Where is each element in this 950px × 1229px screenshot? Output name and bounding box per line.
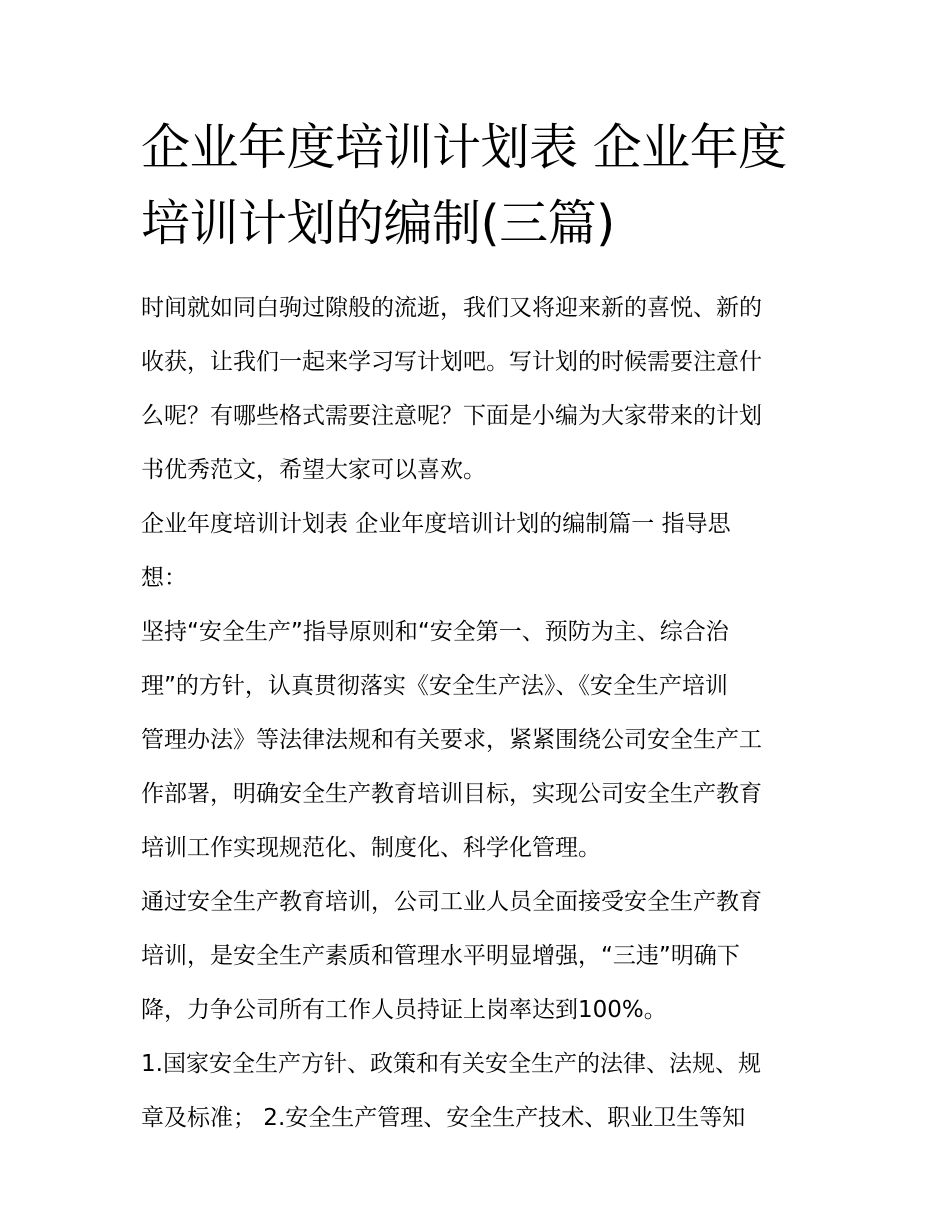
guiding-principle-paragraph [141, 605, 813, 875]
text-line: 想： [141, 565, 187, 591]
text-line: 理”的方针，认真贯彻落实《安全生产法》、《安全生产培训 [141, 673, 728, 699]
title-line: 培训计划的编制(三篇) [141, 195, 615, 252]
document-title [141, 110, 813, 262]
text-line: 培训工作实现规范化、制度化、科学化管理。 [141, 835, 601, 861]
text-line: 企业年度培训计划表 企业年度培训计划的编制篇一 指导思 [141, 511, 731, 537]
text-line: 坚持“安全生产”指导原则和“安全第一、预防为主、综合治 [141, 619, 729, 645]
text-line: 通过安全生产教育培训，公司工业人员全面接受安全生产教育 [141, 889, 762, 915]
document-body [141, 281, 813, 1145]
text-line: 作部署，明确安全生产教育培训目标，实现公司安全生产教育 [141, 781, 762, 807]
text-line: 收获，让我们一起来学习写计划吧。写计划的时候需要注意什 [141, 349, 762, 375]
section-heading-paragraph [141, 497, 813, 605]
text-line: 么呢？有哪些格式需要注意呢？下面是小编为大家带来的计划 [141, 403, 762, 429]
text-line: 降，力争公司所有工作人员持证上岗率达到100%。 [141, 997, 667, 1023]
text-line: 1.国家安全生产方针、政策和有关安全生产的法律、法规、规 [141, 1051, 761, 1077]
text-line: 时间就如同白驹过隙般的流逝，我们又将迎来新的喜悦、新的 [141, 295, 762, 321]
text-line: 书优秀范文，希望大家可以喜欢。 [141, 457, 486, 483]
text-line: 章及标准； 2.安全生产管理、安全生产技术、职业卫生等知 [141, 1105, 746, 1131]
title-line: 企业年度培训计划表 企业年度 [141, 119, 787, 176]
text-line: 培训，是安全生产素质和管理水平明显增强，“三违”明确下 [141, 943, 740, 969]
text-line: 管理办法》等法律法规和有关要求，紧紧围绕公司安全生产工 [141, 727, 762, 753]
intro-paragraph [141, 281, 813, 497]
document-content [141, 110, 813, 1145]
training-goal-paragraph [141, 875, 813, 1037]
training-content-list-paragraph [141, 1037, 813, 1145]
